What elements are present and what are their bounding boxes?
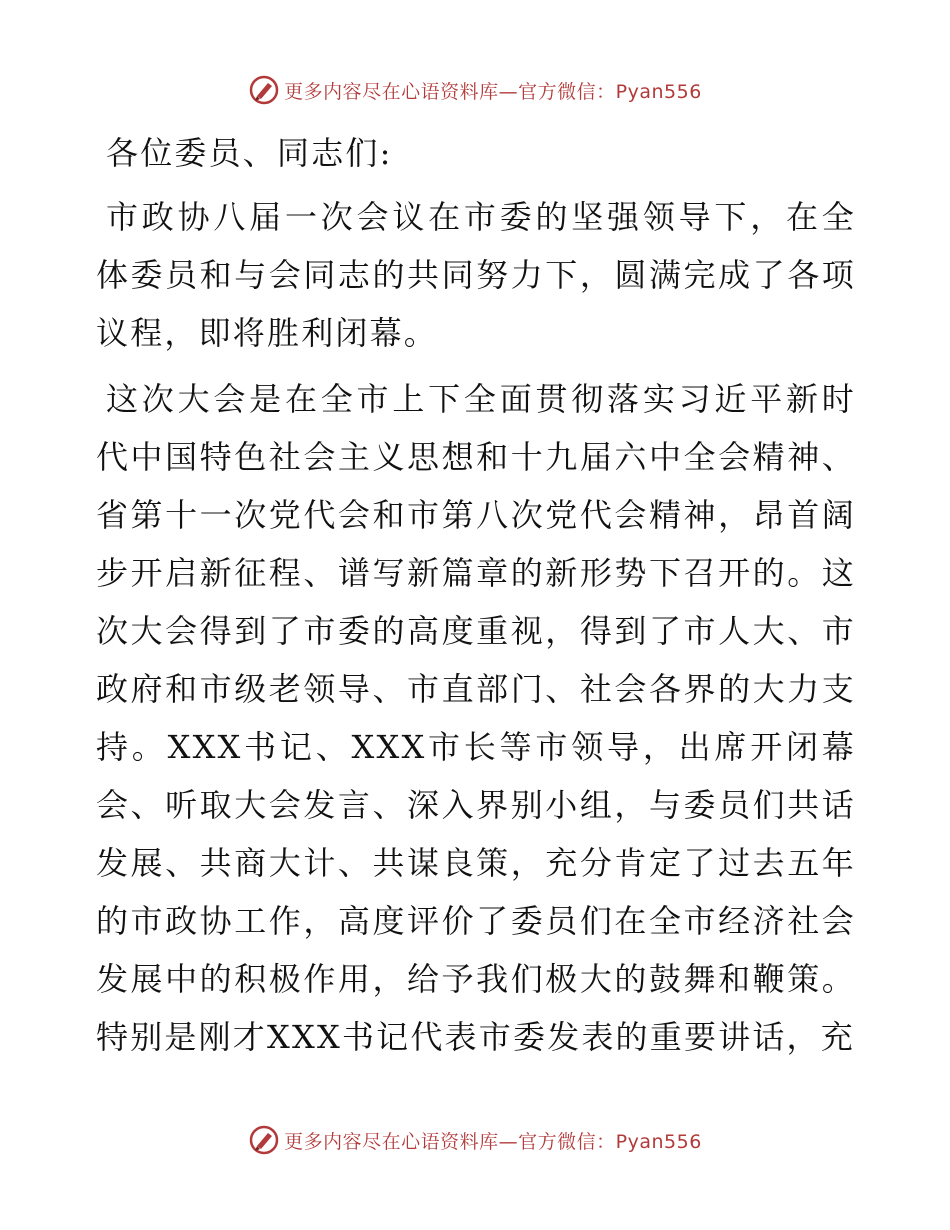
paragraph-2: 这次大会是在全市上下全面贯彻落实习近平新时代中国特色社会主义思想和十九届六中全会精神、省第十一次党代会和市第八次党代会精神，昂首阔步开启新征程、谱写新篇章的新形势下召开的。这次大会得到了市委的高度重视，得到了市人大、市政府和市级老领导、市直部门、社会各界的大力支持。XXX书记、XXX市长等市领导，出席开闭幕会、听取大会发言、深入界别小组，与委员们共话发展、共商大计、共谋良策，充分肯定了过去五年的市政协工作，高度评价了委员们在全市经济社会发展中的积极作用，给予我们极大的鼓舞和鞭策。特别是刚才XXX书记代表市委发表的重要讲话，充: [96, 380, 856, 1056]
watermark-text: 更多内容尽在心语资料库—官方微信：Pyan556: [284, 80, 702, 103]
watermark-text: 更多内容尽在心语资料库—官方微信：Pyan556: [284, 1130, 702, 1153]
pen-logo-icon: [248, 1124, 280, 1156]
pen-logo-icon: [248, 74, 280, 106]
paragraph-1: 市政协八届一次会议在市委的坚强领导下，在全体委员和与会同志的共同努力下，圆满完成了各项议程，即将胜利闭幕。: [96, 198, 856, 352]
footer-watermark: [0, 1120, 950, 1160]
header-watermark: [0, 70, 950, 110]
salutation: 各位委员、同志们:: [106, 134, 393, 172]
document-body: [96, 124, 856, 1066]
